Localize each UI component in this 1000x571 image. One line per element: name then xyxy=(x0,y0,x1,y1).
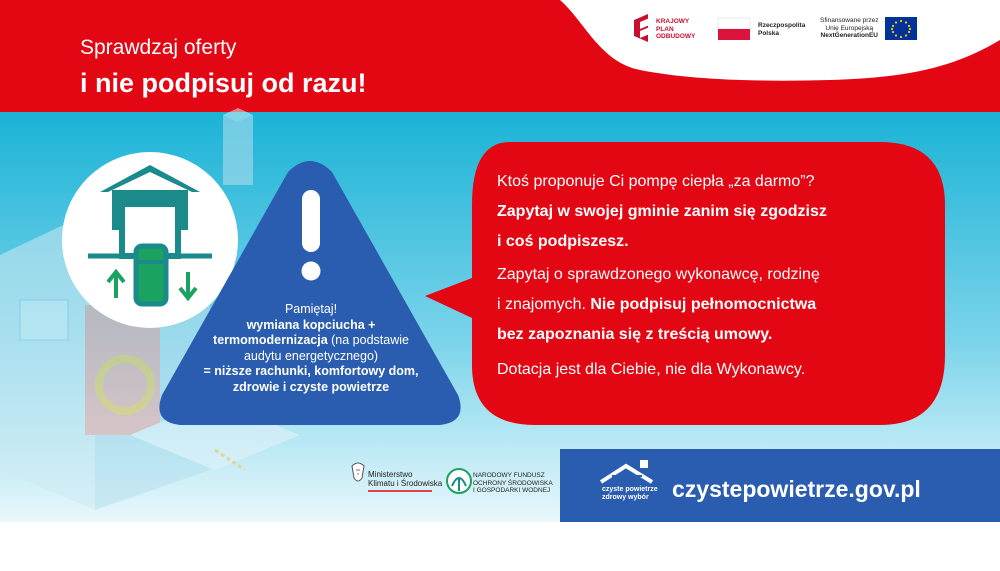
warning-line: Pamiętaj! xyxy=(284,302,338,316)
website-link[interactable]: czystepowietrze.gov.pl xyxy=(672,476,921,502)
nfosigw-line: I GOSPODARKI WODNEJ xyxy=(473,487,551,494)
rp-line: Rzeczpospolita xyxy=(758,22,806,29)
bubble-line: Nie podpisuj pełnomocnictwa xyxy=(590,296,817,313)
kpo-line: KRAJOWY xyxy=(656,18,690,25)
warning-line: = niższe rachunki, komfortowy dom, xyxy=(203,364,419,378)
eu-line: Unię Europejską xyxy=(825,24,874,32)
rp-logo-text xyxy=(758,22,805,37)
eu-logo-text xyxy=(820,17,879,40)
header-line-2: i nie podpisuj od razu! xyxy=(80,68,367,98)
eu-flag-icon xyxy=(885,17,917,40)
ministry-line: Ministerstwo xyxy=(368,470,413,479)
warning-text xyxy=(188,302,434,395)
kpo-line: PLAN xyxy=(656,25,674,33)
bubble-line: i znajomych. xyxy=(497,296,591,313)
bubble-line: Zapytaj w swojej gminie zanim się zgodzisz xyxy=(497,203,827,220)
nfosigw-tree-icon xyxy=(447,469,471,493)
nfosigw-line: NARODOWY FUNDUSZ xyxy=(473,472,545,479)
eu-line: Sfinansowane przez xyxy=(820,17,879,24)
program-line: zdrowy wybór xyxy=(602,494,649,501)
program-logo-text xyxy=(602,486,658,502)
ministry-logo-text xyxy=(368,470,442,488)
warning-line: zdrowie i czyste powietrze xyxy=(232,379,390,394)
rp-line: Polska xyxy=(758,29,779,37)
warning-line: termomodernizacja xyxy=(213,333,328,347)
warning-line: wymiana kopciucha + xyxy=(246,317,376,332)
bubble-line: bez zapoznania się z treścią umowy. xyxy=(497,326,773,343)
kpo-line: ODBUDOWY xyxy=(656,33,696,40)
bubble-line: Dotacja jest dla Ciebie, nie dla Wykonawcy. xyxy=(497,361,806,378)
bubble-line: Ktoś proponuje Ci pompę ciepła „za darmo”? xyxy=(497,173,815,190)
poland-flag-icon xyxy=(718,18,750,40)
header-line-1: Sprawdzaj oferty xyxy=(80,36,237,59)
warning-line: (na podstawie xyxy=(327,333,409,347)
bubble-line: i coś podpiszesz. xyxy=(497,233,629,250)
bubble-line: Zapytaj o sprawdzonego wykonawcę, rodzinę xyxy=(497,266,820,283)
nfosigw-logo-text xyxy=(473,472,553,495)
program-line: czyste powietrze xyxy=(602,486,658,493)
ministry-line: Klimatu i Środowiska xyxy=(368,479,443,488)
kpo-logo-text xyxy=(656,18,695,41)
nfosigw-line: OCHRONY ŚRODOWISKA xyxy=(473,479,553,487)
warning-line: audytu energetycznego) xyxy=(243,348,379,363)
eu-line: NextGenerationEU xyxy=(820,32,878,39)
